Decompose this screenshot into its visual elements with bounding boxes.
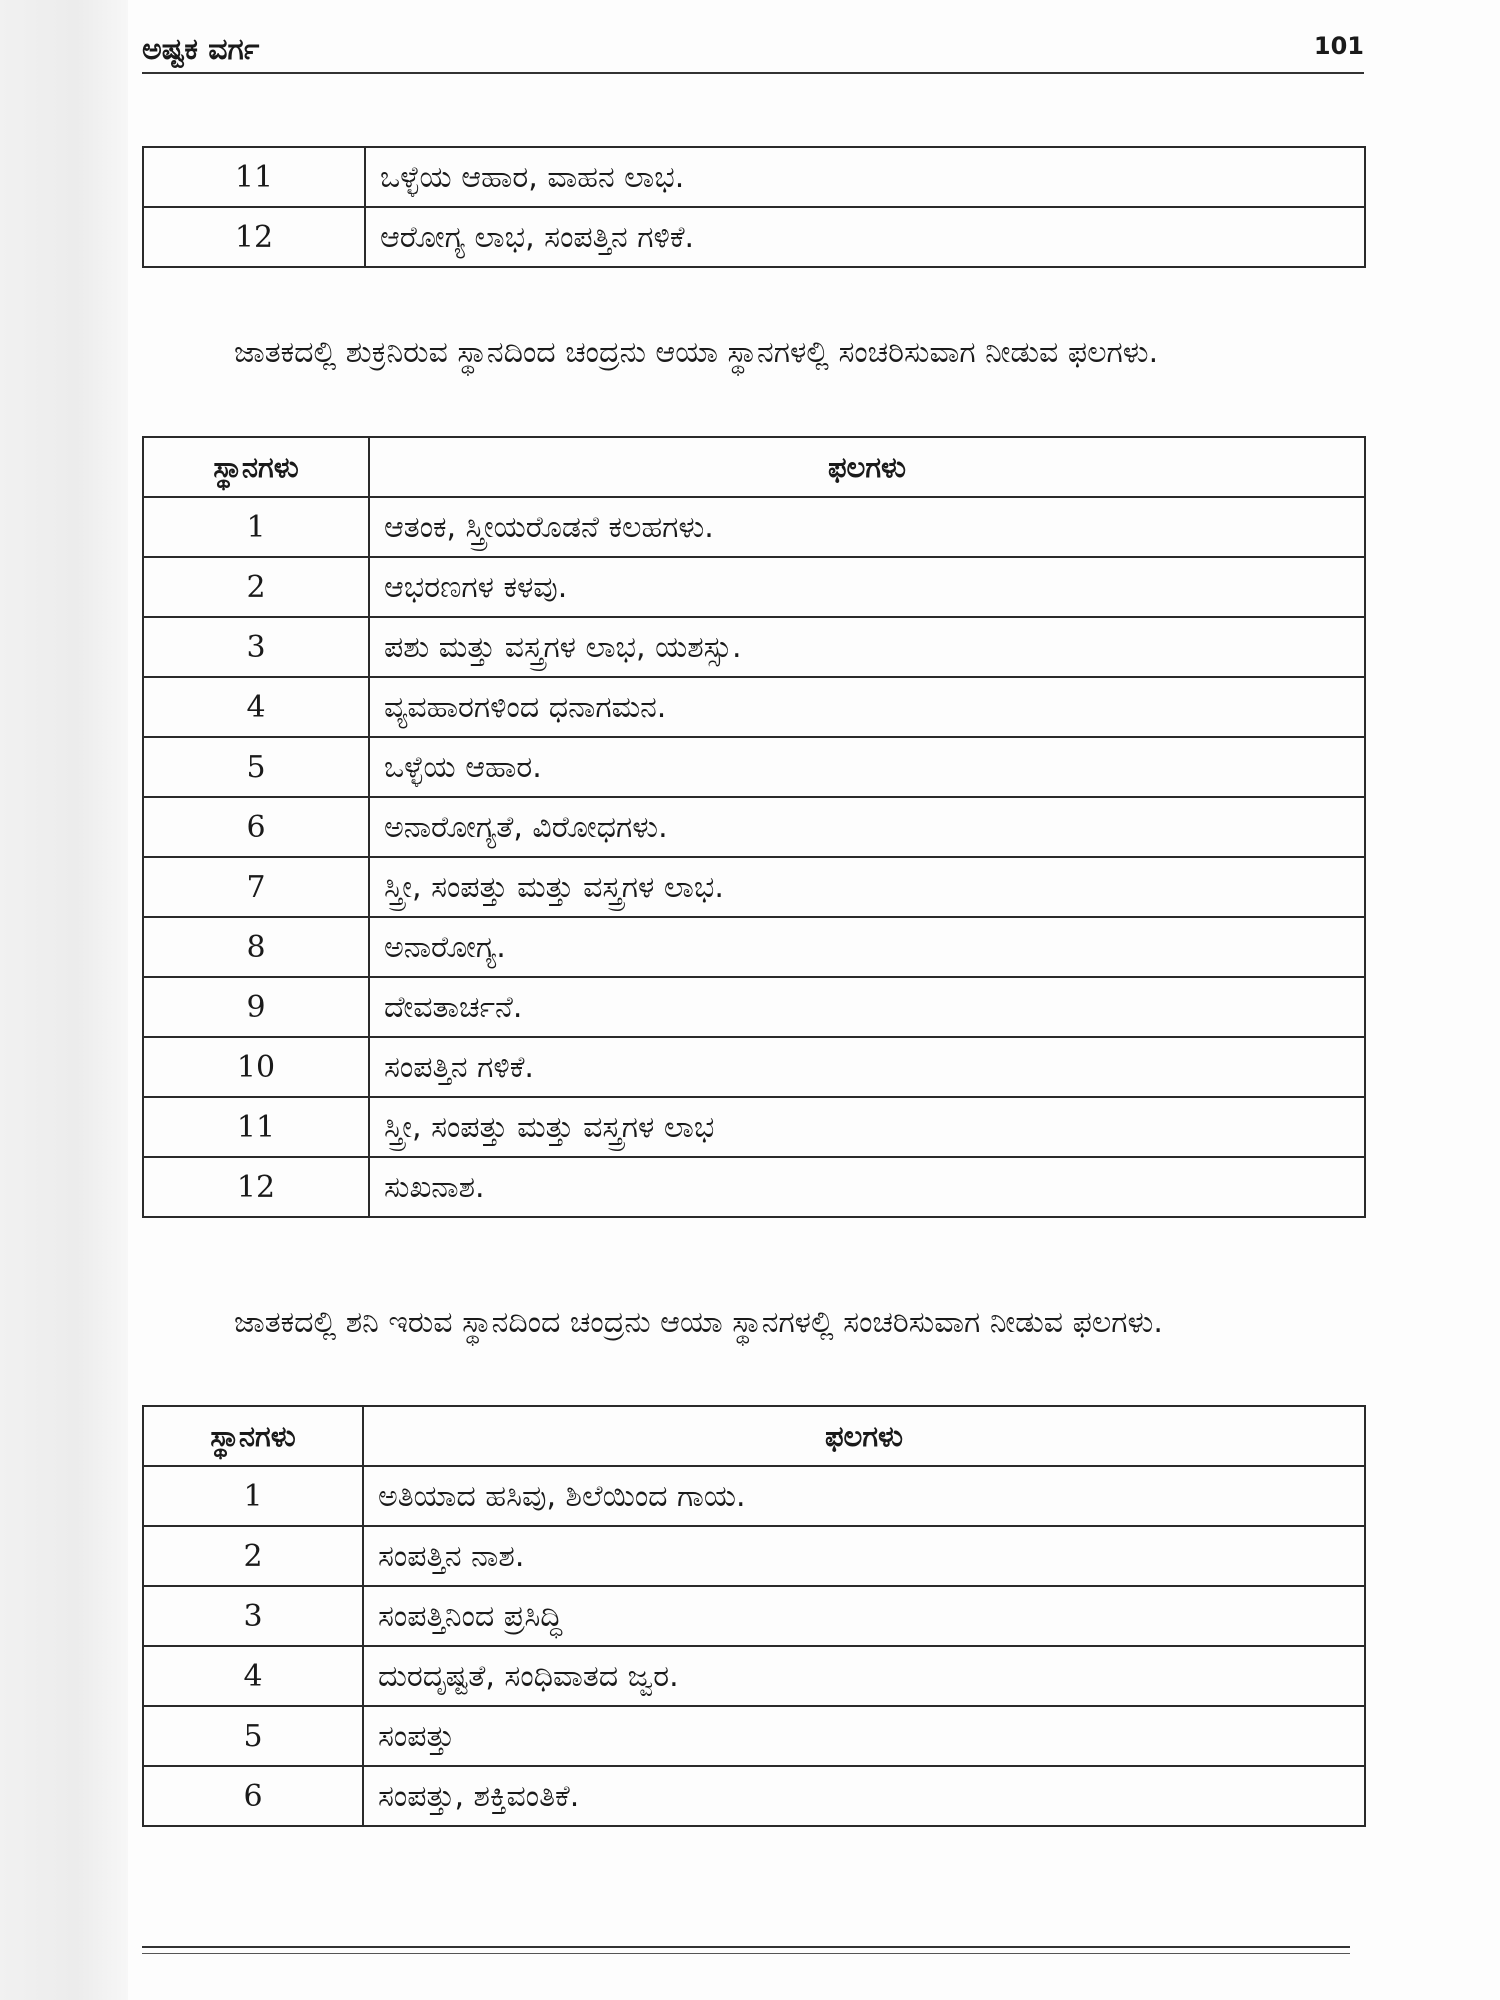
table-row	[143, 857, 1365, 917]
column-header-position: ಸ್ಥಾನಗಳು	[143, 437, 369, 497]
table-row	[143, 207, 1365, 267]
position-cell: 6	[143, 797, 369, 857]
table-row	[143, 797, 1365, 857]
position-cell: 12	[143, 1157, 369, 1217]
position-cell: 1	[143, 497, 369, 557]
intro-paragraph-shani: ಜಾತಕದಲ್ಲಿ ಶನಿ ಇರುವ ಸ್ಥಾನದಿಂದ ಚಂದ್ರನು ಆಯಾ ಸ್ಥಾನಗಳಲ್ಲಿ ಸಂಚರಿಸುವಾಗ ನೀಡುವ ಫಲಗಳು.	[234, 1305, 1163, 1340]
result-cell: ಸಂಪತ್ತಿನ ಗಳಿಕೆ.	[369, 1037, 1365, 1097]
table-row	[143, 677, 1365, 737]
position-cell: 10	[143, 1037, 369, 1097]
table-row	[143, 1037, 1365, 1097]
result-cell: ಆತಂಕ, ಸ್ತ್ರೀಯರೊಡನೆ ಕಲಹಗಳು.	[369, 497, 1365, 557]
position-cell: 2	[143, 557, 369, 617]
table-row	[143, 1466, 1365, 1526]
shani-results-table	[142, 1405, 1366, 1827]
header-rule	[142, 72, 1364, 74]
table-header-row	[143, 1406, 1365, 1466]
position-cell: 9	[143, 977, 369, 1037]
table-row	[143, 617, 1365, 677]
position-cell: 1	[143, 1466, 363, 1526]
table-row	[143, 557, 1365, 617]
table-row	[143, 1706, 1365, 1766]
result-cell: ಅತಿಯಾದ ಹಸಿವು, ಶಿಲೆಯಿಂದ ಗಾಯ.	[363, 1466, 1365, 1526]
result-cell: ಸ್ತ್ರೀ, ಸಂಪತ್ತು ಮತ್ತು ವಸ್ತ್ರಗಳ ಲಾಭ.	[369, 857, 1365, 917]
footer-rule-thin	[142, 1953, 1350, 1954]
result-cell: ಒಳ್ಳೆಯ ಆಹಾರ.	[369, 737, 1365, 797]
position-cell: 3	[143, 617, 369, 677]
position-cell: 12	[143, 207, 365, 267]
table-row	[143, 1097, 1365, 1157]
table-row	[143, 1586, 1365, 1646]
continuation-table	[142, 146, 1366, 268]
result-cell: ದೇವತಾರ್ಚನೆ.	[369, 977, 1365, 1037]
position-cell: 11	[143, 147, 365, 207]
result-cell: ಸಂಪತ್ತು, ಶಕ್ತಿವಂತಿಕೆ.	[363, 1766, 1365, 1826]
intro-paragraph-shukra: ಜಾತಕದಲ್ಲಿ ಶುಕ್ರನಿರುವ ಸ್ಥಾನದಿಂದ ಚಂದ್ರನು ಆಯಾ ಸ್ಥಾನಗಳಲ್ಲಿ ಸಂಚರಿಸುವಾಗ ನೀಡುವ ಫಲಗಳು.	[234, 335, 1159, 370]
result-cell: ಸುಖನಾಶ.	[369, 1157, 1365, 1217]
result-cell: ಸಂಪತ್ತು	[363, 1706, 1365, 1766]
position-cell: 3	[143, 1586, 363, 1646]
result-cell: ಸಂಪತ್ತಿನಿಂದ ಪ್ರಸಿದ್ಧಿ	[363, 1586, 1365, 1646]
result-cell: ಒಳ್ಳೆಯ ಆಹಾರ, ವಾಹನ ಲಾಭ.	[365, 147, 1365, 207]
position-cell: 4	[143, 677, 369, 737]
position-cell: 5	[143, 1706, 363, 1766]
table-row	[143, 497, 1365, 557]
footer-rule	[142, 1946, 1350, 1948]
position-cell: 4	[143, 1646, 363, 1706]
position-cell: 11	[143, 1097, 369, 1157]
column-header-results: ಫಲಗಳು	[363, 1406, 1365, 1466]
shukra-results-table	[142, 436, 1366, 1218]
position-cell: 7	[143, 857, 369, 917]
result-cell: ಸ್ತ್ರೀ, ಸಂಪತ್ತು ಮತ್ತು ವಸ್ತ್ರಗಳ ಲಾಭ	[369, 1097, 1365, 1157]
table-row	[143, 1526, 1365, 1586]
table-row	[143, 1157, 1365, 1217]
result-cell: ಪಶು ಮತ್ತು ವಸ್ತ್ರಗಳ ಲಾಭ, ಯಶಸ್ಸು.	[369, 617, 1365, 677]
table-header-row	[143, 437, 1365, 497]
table-row	[143, 977, 1365, 1037]
result-cell: ಅನಾರೋಗ್ಯತೆ, ವಿರೋಧಗಳು.	[369, 797, 1365, 857]
table-row	[143, 1766, 1365, 1826]
table-row	[143, 917, 1365, 977]
scan-margin	[0, 0, 128, 2000]
chapter-title: ಅಷ್ಟಕ ವರ್ಗ	[142, 32, 260, 67]
result-cell: ದುರದೃಷ್ಟತೆ, ಸಂಧಿವಾತದ ಜ್ವರ.	[363, 1646, 1365, 1706]
result-cell: ಅನಾರೋಗ್ಯ.	[369, 917, 1365, 977]
result-cell: ವ್ಯವಹಾರಗಳಿಂದ ಧನಾಗಮನ.	[369, 677, 1365, 737]
position-cell: 5	[143, 737, 369, 797]
position-cell: 8	[143, 917, 369, 977]
table-row	[143, 1646, 1365, 1706]
result-cell: ಸಂಪತ್ತಿನ ನಾಶ.	[363, 1526, 1365, 1586]
running-header	[142, 28, 1364, 72]
page-number: 101	[1313, 32, 1364, 60]
column-header-position: ಸ್ಥಾನಗಳು	[143, 1406, 363, 1466]
table-row	[143, 737, 1365, 797]
result-cell: ಆರೋಗ್ಯ ಲಾಭ, ಸಂಪತ್ತಿನ ಗಳಿಕೆ.	[365, 207, 1365, 267]
table-row	[143, 147, 1365, 207]
result-cell: ಆಭರಣಗಳ ಕಳವು.	[369, 557, 1365, 617]
position-cell: 2	[143, 1526, 363, 1586]
position-cell: 6	[143, 1766, 363, 1826]
column-header-results: ಫಲಗಳು	[369, 437, 1365, 497]
